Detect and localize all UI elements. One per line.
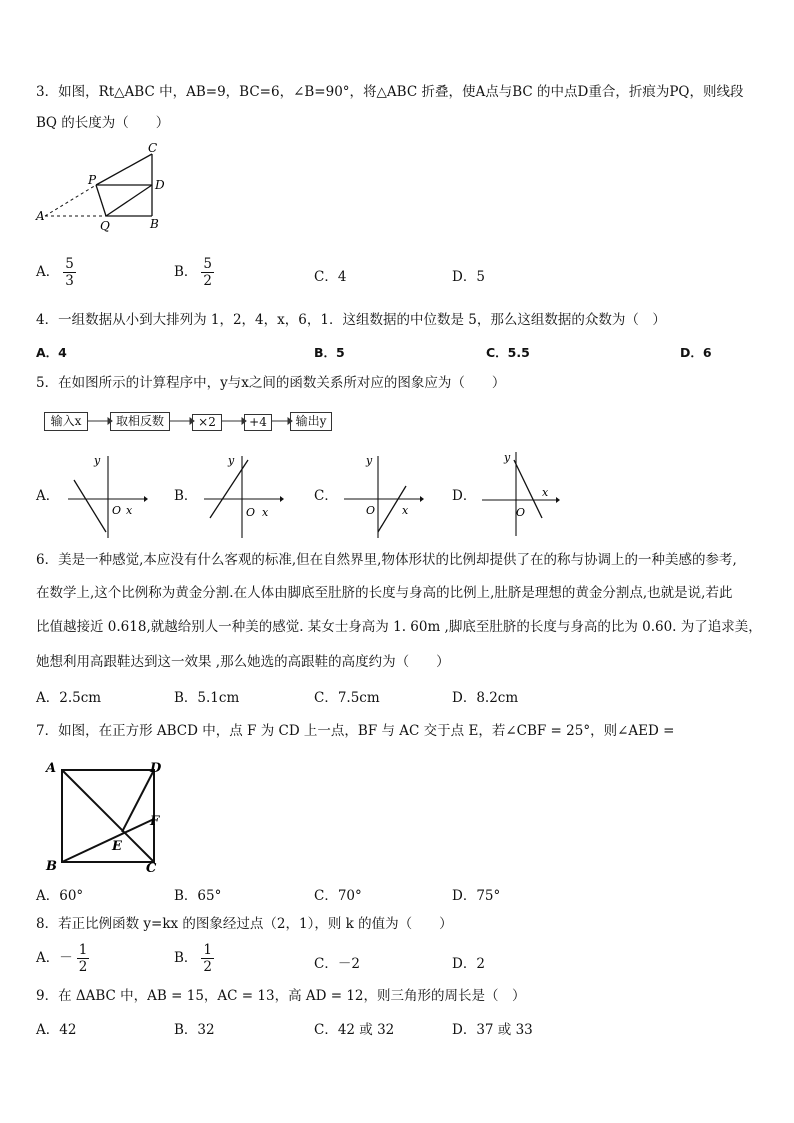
- svg-text:y: y: [504, 451, 511, 464]
- q7-option-c: C．70°: [314, 888, 362, 904]
- q3-stem-line2: BQ 的长度为（ ）: [36, 115, 170, 131]
- q5-stem: 5．在如图所示的计算程序中，y与x之间的函数关系所对应的图象应为（ ）: [36, 375, 506, 391]
- q5-option-a-graph: [60, 452, 150, 542]
- q9-stem: 9．在 ΔABC 中，AB = 15，AC = 13，高 AD = 12，则三角形的周长是（ ）: [36, 988, 526, 1004]
- q8-option-c: C．－2: [314, 956, 360, 972]
- q6-stem-line1: 6．美是一种感觉,本应没有什么客观的标准,但在自然界里,物体形状的比例却提供了在的称与协调上的一种美感的参考,: [36, 552, 737, 568]
- q7-label-B: B: [46, 859, 57, 874]
- flow-input-box: 输入x: [44, 412, 88, 431]
- q7-stem: 7．如图，在正方形 ABCD 中，点 F 为 CD 上一点，BF 与 AC 交于点 E，若∠CBF = 25°，则∠AED =: [36, 723, 675, 739]
- q3-label-B: B: [150, 217, 159, 231]
- svg-text:O: O: [516, 506, 526, 519]
- q7-label-F: F: [150, 814, 160, 829]
- q6-stem-line3: 比值越接近 0.618,就越给别人一种美的感觉. 某女士身高为 1. 60m ,脚底至肚脐的长度与身高的比为 0.60. 为了追求美，: [36, 619, 762, 635]
- q3-option-b-label: B．: [174, 264, 198, 280]
- q9-option-b: B．32: [174, 1022, 215, 1038]
- svg-text:y: y: [94, 454, 101, 467]
- q7-label-E: E: [112, 839, 122, 854]
- svg-text:O: O: [246, 506, 256, 519]
- q9-option-a: A．42: [36, 1022, 77, 1038]
- svg-text:O: O: [112, 504, 122, 517]
- q5-option-c-label: C．: [314, 488, 338, 504]
- flow-add-box: +4: [244, 414, 272, 431]
- flow-negate-box: 取相反数: [110, 412, 170, 431]
- svg-text:x: x: [262, 506, 269, 519]
- svg-text:y: y: [228, 454, 235, 467]
- q3-triangle-figure: [30, 140, 180, 235]
- q4-option-a: A．4: [36, 345, 67, 360]
- q7-option-d: D．75°: [452, 888, 501, 904]
- q3-option-a: [36, 256, 76, 289]
- q3-label-Q: Q: [100, 219, 110, 233]
- q8-option-a: [36, 942, 89, 975]
- q7-option-b: B．65°: [174, 888, 222, 904]
- flow-output-box: 输出y: [290, 412, 332, 431]
- q6-stem-line2: 在数学上,这个比例称为黄金分割.在人体由脚底至肚脐的长度与身高的比例上,肚脐是理想的黄金分割点,也就是说,若此: [36, 585, 733, 601]
- q6-option-a: A．2.5cm: [36, 690, 102, 706]
- q7-label-A: A: [46, 761, 57, 776]
- q5-option-b-graph: [196, 452, 286, 542]
- svg-text:x: x: [402, 504, 409, 517]
- q3-label-A: A: [36, 209, 45, 223]
- svg-text:O: O: [366, 504, 376, 517]
- q6-stem-line4: 她想利用高跟鞋达到这一效果 ,那么她选的高跟鞋的高度约为（ ）: [36, 654, 450, 670]
- q8-option-b: [174, 942, 214, 975]
- q7-label-D: D: [150, 761, 162, 776]
- q3-option-c: C．4: [314, 269, 347, 285]
- svg-text:x: x: [126, 504, 133, 517]
- q6-option-d: D．8.2cm: [452, 690, 519, 706]
- q4-option-c: C．5.5: [486, 345, 530, 360]
- q3-option-a-label: A．: [36, 264, 60, 280]
- q3-label-D: D: [155, 178, 165, 192]
- q8-option-a-fraction: $\frac{1}{2}$: [78, 942, 88, 975]
- q6-option-b: B．5.1cm: [174, 690, 240, 706]
- flow-arrows: [0, 405, 340, 435]
- q7-square-figure: [40, 756, 180, 878]
- q8-stem: 8．若正比例函数 y=kx 的图象经过点（2，1），则 k 的值为（ ）: [36, 916, 453, 932]
- q8-option-d: D．2: [452, 956, 485, 972]
- q3-stem-line1: 3．如图，Rt△ABC 中，AB=9，BC=6，∠B=90°，将△ABC 折叠，使A点与BC 的中点D重合，折痕为PQ，则线段: [36, 84, 744, 100]
- q3-option-b: [174, 256, 214, 289]
- q3-option-b-fraction: $\frac{5}{2}$: [203, 256, 213, 289]
- q4-stem: 4．一组数据从小到大排列为 1，2，4，x，6，1．这组数据的中位数是 5，那么这组数据的众数为（ ）: [36, 312, 666, 328]
- q8-option-b-label: B．: [174, 950, 198, 966]
- q9-option-c: C．42 或 32: [314, 1022, 395, 1038]
- flow-multiply-box: ×2: [192, 414, 222, 431]
- q8-option-a-label: A．－: [36, 950, 73, 966]
- q5-option-a-label: A．: [36, 488, 60, 504]
- q5-option-d-graph: [476, 448, 566, 542]
- q9-option-d: D．37 或 33: [452, 1022, 533, 1038]
- q3-option-a-fraction: $\frac{5}{3}$: [65, 256, 74, 289]
- q5-option-d-label: D．: [452, 488, 477, 504]
- svg-text:y: y: [366, 454, 373, 467]
- svg-text:x: x: [542, 486, 549, 499]
- q6-option-c: C．7.5cm: [314, 690, 380, 706]
- q3-option-d: D．5: [452, 269, 485, 285]
- q7-option-a: A．60°: [36, 888, 84, 904]
- q7-label-C: C: [146, 861, 157, 876]
- q3-label-C: C: [148, 141, 158, 155]
- q8-option-b-fraction: $\frac{1}{2}$: [203, 942, 213, 975]
- q4-option-d: D．6: [680, 345, 712, 360]
- q5-option-c-graph: [336, 452, 426, 542]
- q5-option-b-label: B．: [174, 488, 198, 504]
- q3-label-P: P: [88, 173, 97, 187]
- q4-option-b: B．5: [314, 345, 345, 360]
